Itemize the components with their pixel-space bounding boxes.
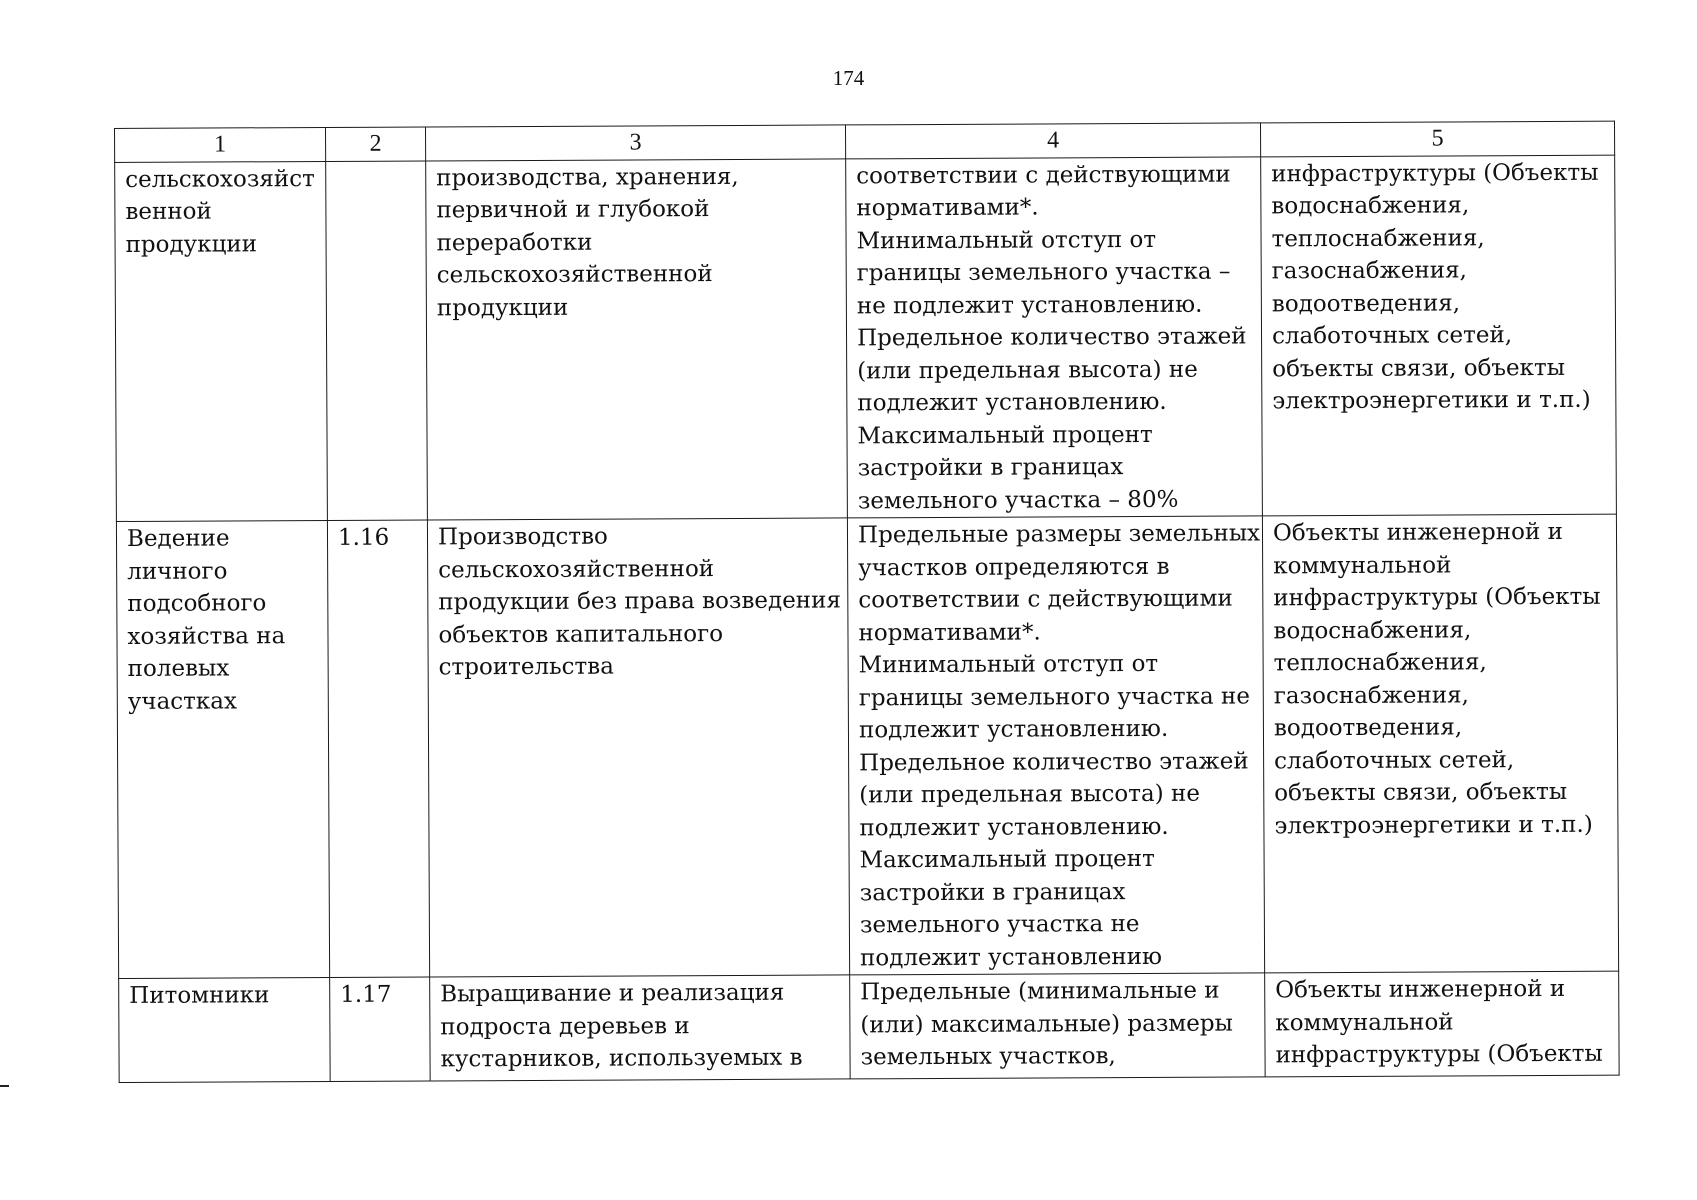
cell-text-line: Максимальный процент — [857, 421, 1153, 449]
cell-text-line: Максимальный процент — [859, 845, 1155, 874]
cell-text-line: коммунальной — [1275, 1008, 1454, 1036]
table-cell-col5 — [1261, 155, 1617, 516]
cell-text-line: водоотведения, — [1271, 289, 1461, 317]
cell-text-line: земельного участка – 80% — [857, 486, 1179, 514]
cell-text-line: нормативами*. — [858, 618, 1041, 646]
cell-text-line: (или) максимальные) размеры — [860, 1010, 1233, 1038]
cell-text-line: строительства — [438, 653, 614, 681]
cell-text-line: подлежит установлению. — [859, 813, 1169, 841]
cell-text-line: газоснабжения, — [1271, 257, 1467, 285]
cell-text-line: объектов капитального — [438, 620, 724, 648]
table-cell-col5 — [1265, 971, 1620, 1077]
cell-text-line: земельного участка не — [859, 910, 1140, 939]
cell-text-line: соответствии с действующими — [858, 585, 1233, 614]
cell-text-line: Объекты инженерной и — [1272, 518, 1563, 547]
cell-text-line: границы земельного участка не — [858, 682, 1250, 711]
table-cell-col4 — [850, 973, 1266, 1079]
table-cell-col1 — [115, 161, 328, 522]
cell-text-line: Предельное количество этажей — [859, 747, 1249, 776]
cell-text-line: хозяйства на — [127, 622, 286, 650]
cell-text-line: продукции — [436, 294, 569, 321]
cell-text-line: первичной и глубокой — [436, 196, 710, 224]
cell-text-line: газоснабжения, — [1273, 681, 1470, 709]
header-col-4: 4 — [845, 123, 1260, 159]
cell-text-line: электроэнергетики и т.п.) — [1274, 811, 1593, 839]
cell-text-line: границы земельного участка – — [856, 258, 1231, 287]
cell-text-line: Минимальный отступ от — [856, 226, 1157, 254]
cell-text-line: земельных участков, — [860, 1043, 1116, 1071]
table-row — [115, 155, 1617, 522]
table-cell-col5 — [1262, 514, 1618, 973]
cell-text-line: Предельное количество этажей — [856, 323, 1247, 352]
page-number: 174 — [832, 66, 865, 90]
cell-text-line: сельскохозяйст — [125, 165, 315, 193]
cell-text-line: сельскохозяйственной — [436, 261, 713, 289]
table-cell-col3 — [427, 518, 849, 977]
header-col-5: 5 — [1260, 121, 1614, 156]
cell-text-line: водоснабжения, — [1273, 616, 1472, 644]
cell-text-line: теплоснабжения, — [1271, 224, 1485, 252]
cell-text-line: подсобного — [127, 590, 267, 617]
cell-text-line: соответствии с действующими — [856, 161, 1231, 189]
cell-text-line: застройки в границах — [857, 454, 1124, 482]
cell-text-line: не подлежит установлению. — [856, 291, 1203, 319]
table-cell-col1 — [116, 520, 329, 978]
table-cell-col4 — [846, 156, 1263, 518]
cell-text-line: участков определяются в — [858, 553, 1170, 581]
cell-text-line: переработки — [436, 229, 593, 256]
header-col-3: 3 — [425, 125, 845, 161]
cell-text-line: сельскохозяйственной — [438, 555, 715, 583]
cell-text-line: участках — [127, 687, 237, 715]
cell-text-line: Предельные размеры земельных — [857, 520, 1261, 549]
cell-text-line: производства, хранения, — [436, 163, 739, 191]
header-col-1: 1 — [115, 127, 326, 162]
cell-text-line: слаботочных сетей, — [1271, 322, 1513, 350]
cell-text-line: венной — [125, 198, 212, 225]
cell-text-line: застройки в границах — [859, 878, 1126, 906]
cell-text-line: 1.17 — [340, 981, 392, 1008]
cell-text-line: продукции — [125, 230, 258, 258]
cell-text-line: объекты связи, объекты — [1272, 354, 1566, 382]
table-cell-col1 — [119, 977, 331, 1082]
table-cell-col2 — [326, 160, 428, 520]
zoning-table — [114, 121, 1620, 1083]
cell-text-line: Объекты инженерной и — [1275, 975, 1566, 1004]
table-body — [115, 155, 1619, 1083]
cell-text-line: Минимальный отступ от — [858, 650, 1159, 679]
cell-text-line: Питомники — [129, 982, 270, 1009]
cell-text-line: водоснабжения, — [1271, 192, 1470, 220]
cell-text-line: Производство — [437, 523, 608, 551]
cell-text-line: подлежит установлению — [860, 943, 1163, 971]
table-cell-col2 — [327, 520, 429, 977]
cell-text-line: водоотведения, — [1273, 714, 1463, 742]
cell-text-line: инфраструктуры (Объекты — [1273, 583, 1601, 612]
cell-text-line: личного — [127, 557, 228, 585]
cell-text-line: Ведение — [126, 525, 230, 552]
cell-text-line: инфраструктуры (Объекты — [1271, 159, 1599, 187]
table-row — [119, 971, 1619, 1082]
cell-text-line: полевых — [127, 655, 230, 682]
cell-text-line: Выращивание и реализация — [440, 979, 785, 1008]
cell-text-line: кустарников, используемых в — [440, 1044, 803, 1073]
cell-text-line: объекты связи, объекты — [1274, 778, 1568, 807]
cell-text-line: подлежит установлению. — [858, 715, 1169, 744]
cell-text-line: электроэнергетики и т.п.) — [1272, 386, 1591, 415]
cell-text-line: инфраструктуры (Объекты — [1275, 1040, 1603, 1069]
table-cell-col4 — [847, 516, 1264, 975]
table-cell-col2 — [330, 977, 431, 1081]
table-cell-col3 — [430, 975, 851, 1081]
cell-text-line: подлежит установлению. — [857, 388, 1167, 417]
table-cell-col3 — [426, 158, 848, 520]
cell-text-line: (или предельная высота) не — [857, 356, 1198, 384]
header-col-2: 2 — [325, 127, 425, 161]
table-row — [116, 514, 1618, 978]
cell-text-line: нормативами*. — [856, 194, 1039, 222]
cell-text-line: коммунальной — [1273, 551, 1452, 579]
cell-text-line: 1.16 — [337, 524, 390, 551]
margin-mark — [0, 1085, 9, 1087]
cell-text-line: подроста деревьев и — [440, 1012, 690, 1040]
cell-text-line: Предельные (минимальные и — [860, 977, 1220, 1006]
cell-text-line: слаботочных сетей, — [1274, 746, 1515, 774]
cell-text-line: (или предельная высота) не — [859, 780, 1200, 809]
cell-text-line: теплоснабжения, — [1273, 649, 1487, 677]
cell-text-line: продукции без права возведения — [438, 587, 842, 616]
